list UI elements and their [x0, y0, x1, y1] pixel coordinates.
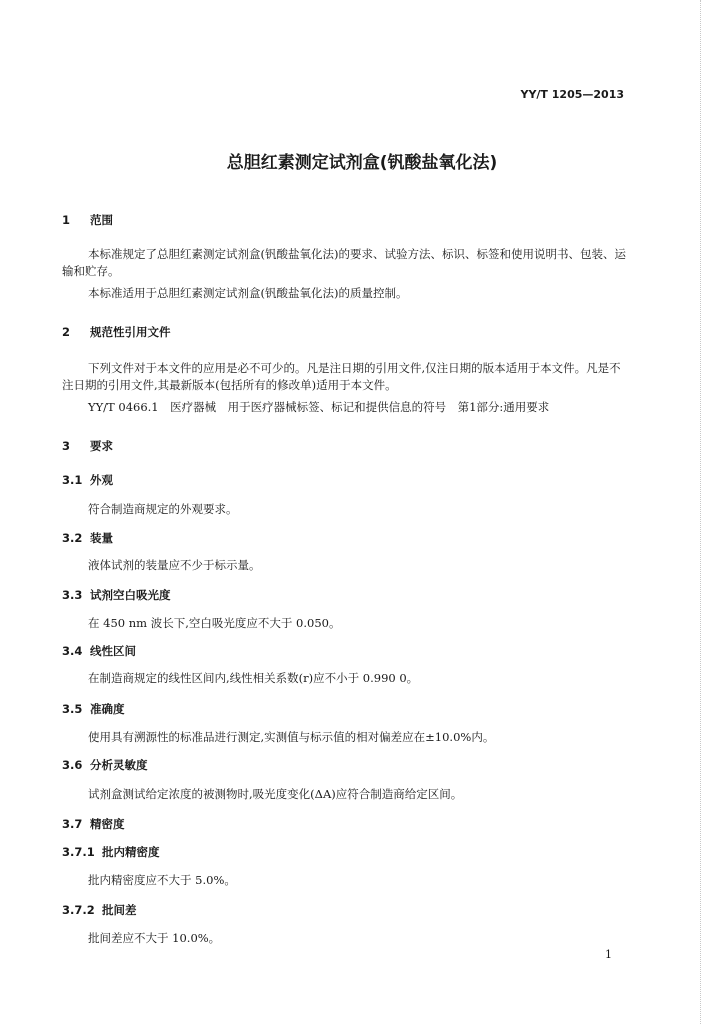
section-number: 3.7.1: [62, 845, 95, 859]
section-title: 试剂空白吸光度: [90, 588, 171, 602]
requirement-text-3-2: 液体试剂的装量应不少于标示量。: [88, 558, 261, 572]
section-title: 线性区间: [90, 644, 136, 658]
section-title: 精密度: [90, 817, 125, 831]
section-heading-3-5: [62, 701, 125, 717]
section-title: 装量: [90, 531, 113, 545]
section-title: 范围: [90, 213, 113, 227]
section-number: 3.7: [62, 817, 83, 831]
section-number: 3.3: [62, 588, 83, 602]
section-title: 批间差: [102, 903, 137, 917]
page-number: 1: [605, 948, 612, 961]
section-number: 3.1: [62, 473, 83, 487]
section-title: 要求: [90, 439, 113, 453]
section-title: 分析灵敏度: [90, 758, 148, 772]
scope-paragraph-1: 本标准规定了总胆红素测定试剂盒(钒酸盐氧化法)的要求、试验方法、标识、标签和使用说明书、包装、运输和贮存。: [62, 247, 626, 278]
section-number: 3.7.2: [62, 903, 95, 917]
section-heading-3: [62, 438, 113, 454]
section-number: 3.6: [62, 758, 83, 772]
requirement-text-3-4: 在制造商规定的线性区间内,线性相关系数(r)应不小于 0.990 0。: [88, 671, 419, 685]
references-paragraph: 下列文件对于本文件的应用是必不可少的。凡是注日期的引用文件,仅注日期的版本适用于本文件。凡是不注日期的引用文件,其最新版本(包括所有的修改单)适用于本文件。: [62, 361, 621, 392]
document-title: 总胆红素测定试剂盒(钒酸盐氧化法): [226, 153, 498, 173]
section-title: 外观: [90, 473, 113, 487]
section-number: 3: [62, 439, 71, 453]
section-heading-3-4: [62, 643, 136, 659]
section-heading-3-1: [62, 472, 113, 488]
section-heading-3-2: [62, 530, 113, 546]
section-number: 1: [62, 213, 71, 227]
section-heading-3-7-1: [62, 844, 160, 860]
section-title: 规范性引用文件: [90, 325, 171, 339]
requirement-text-3-1: 符合制造商规定的外观要求。: [88, 502, 238, 516]
requirement-text-3-6: 试剂盒测试给定浓度的被测物时,吸光度变化(ΔA)应符合制造商给定区间。: [88, 787, 463, 801]
reference-item: YY/T 0466.1 医疗器械 用于医疗器械标签、标记和提供信息的符号 第1部分:通用要求: [88, 400, 550, 414]
section-heading-3-7-2: [62, 902, 137, 918]
section-title: 准确度: [90, 702, 125, 716]
section-number: 2: [62, 325, 71, 339]
scope-paragraph-2: 本标准适用于总胆红素测定试剂盒(钒酸盐氧化法)的质量控制。: [88, 286, 408, 300]
section-heading-3-6: [62, 757, 148, 773]
section-heading-3-7: [62, 816, 125, 832]
section-heading-3-3: [62, 587, 171, 603]
section-heading-2: [62, 324, 171, 340]
section-heading-1: [62, 212, 113, 228]
requirement-text-3-7-2: 批间差应不大于 10.0%。: [88, 931, 221, 945]
requirement-text-3-7-1: 批内精密度应不大于 5.0%。: [88, 873, 236, 887]
section-number: 3.2: [62, 531, 83, 545]
requirement-text-3-5: 使用具有溯源性的标准品进行测定,实测值与标示值的相对偏差应在±10.0%内。: [88, 730, 495, 744]
standard-number: YY/T 1205—2013: [520, 88, 624, 101]
section-number: 3.5: [62, 702, 83, 716]
requirement-text-3-3: 在 450 nm 波长下,空白吸光度应不大于 0.050。: [88, 616, 341, 630]
section-number: 3.4: [62, 644, 83, 658]
section-title: 批内精密度: [102, 845, 160, 859]
